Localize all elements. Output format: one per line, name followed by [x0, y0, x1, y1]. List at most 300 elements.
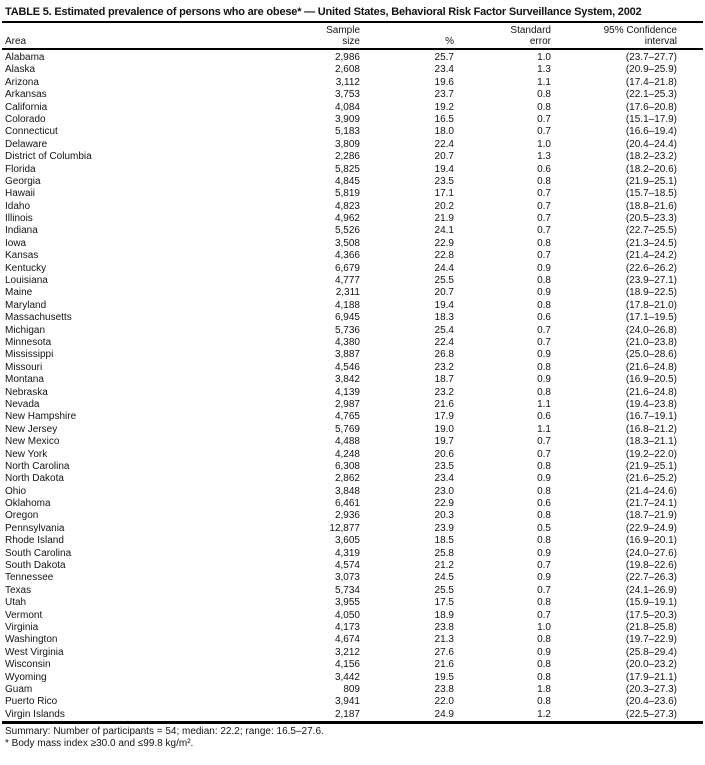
cell-se: 1.3 — [537, 64, 551, 76]
cell-area: Florida — [5, 163, 36, 175]
table-row — [0, 473, 705, 485]
cell-se: 0.8 — [537, 361, 551, 373]
table-row — [0, 399, 705, 411]
cell-area: Nevada — [5, 398, 40, 410]
cell-area: Missouri — [5, 361, 43, 373]
cell-se: 0.7 — [537, 609, 551, 621]
cell-pct: 24.1 — [434, 225, 454, 237]
cell-area: District of Columbia — [5, 151, 92, 163]
cell-area: North Carolina — [5, 460, 70, 472]
cell-area: Maine — [5, 287, 33, 299]
cell-area: Indiana — [5, 225, 38, 237]
cell-se: 0.8 — [537, 460, 551, 472]
cell-se: 0.8 — [537, 386, 551, 398]
cell-se: 0.8 — [537, 659, 551, 671]
cell-ci: (18.9–22.5) — [625, 287, 677, 299]
cell-ci: (18.2–20.6) — [625, 163, 677, 175]
cell-se: 0.7 — [537, 126, 551, 138]
cell-pct: 17.1 — [434, 188, 454, 200]
table-body — [0, 50, 705, 721]
cell-sample: 2,987 — [334, 398, 360, 410]
cell-area: South Carolina — [5, 547, 72, 559]
table-row — [0, 510, 705, 522]
table-row — [0, 139, 705, 151]
cell-se: 0.8 — [537, 535, 551, 547]
cell-area: Virginia — [5, 621, 39, 633]
cell-pct: 22.9 — [434, 498, 454, 510]
table-row — [0, 225, 705, 237]
table-row — [0, 164, 705, 176]
cell-pct: 18.0 — [434, 126, 454, 138]
cell-pct: 18.7 — [434, 374, 454, 386]
table-row — [0, 213, 705, 225]
cell-sample: 4,156 — [334, 659, 360, 671]
cell-area: Alaska — [5, 64, 36, 76]
cell-sample: 3,753 — [334, 89, 360, 101]
cell-pct: 24.5 — [434, 572, 454, 584]
cell-ci: (16.6–19.4) — [625, 126, 677, 138]
cell-sample: 3,112 — [335, 76, 360, 88]
table-title: TABLE 5. Estimated prevalence of persons who are obese* — United States, Behavioral Risk Factor Surveillance System, 2002 — [5, 6, 642, 18]
column-header-sample-line2: size — [342, 36, 360, 47]
cell-ci: (21.9–25.1) — [625, 175, 677, 187]
table-row — [0, 535, 705, 547]
cell-ci: (21.3–24.5) — [625, 237, 677, 249]
cell-ci: (25.0–28.6) — [625, 349, 677, 361]
table-row — [0, 362, 705, 374]
cell-area: Ohio — [5, 485, 27, 497]
cell-area: Tennessee — [5, 572, 54, 584]
cell-pct: 21.6 — [434, 398, 454, 410]
column-header-se-line2: error — [529, 36, 551, 47]
cell-area: Oklahoma — [5, 498, 51, 510]
table-row — [0, 709, 705, 721]
cell-pct: 25.5 — [434, 584, 454, 596]
cell-sample: 5,526 — [334, 225, 360, 237]
cell-area: Maryland — [5, 299, 47, 311]
cell-ci: (17.6–20.8) — [625, 101, 677, 113]
cell-pct: 23.0 — [434, 485, 454, 497]
cell-pct: 19.0 — [434, 423, 454, 435]
table-row — [0, 77, 705, 89]
table-row — [0, 672, 705, 684]
cell-ci: (15.9–19.1) — [625, 597, 677, 609]
cell-ci: (18.8–21.6) — [625, 200, 677, 212]
cell-ci: (21.6–25.2) — [625, 473, 677, 485]
cell-sample: 3,809 — [334, 138, 360, 150]
cell-ci: (23.7–27.7) — [625, 52, 677, 63]
cell-sample: 6,679 — [334, 262, 360, 274]
cell-se: 0.9 — [537, 572, 551, 584]
cell-area: Kansas — [5, 250, 39, 262]
table-row — [0, 114, 705, 126]
cell-area: Colorado — [5, 113, 46, 125]
cell-pct: 22.8 — [434, 250, 454, 262]
cell-se: 1.1 — [537, 76, 551, 88]
cell-se: 0.7 — [537, 250, 551, 262]
cell-se: 1.0 — [537, 621, 551, 633]
cell-area: Alabama — [5, 52, 45, 63]
cell-sample: 6,308 — [334, 460, 360, 472]
table-row — [0, 411, 705, 423]
cell-pct: 23.5 — [434, 175, 454, 187]
cell-se: 0.8 — [537, 89, 551, 101]
cell-area: Montana — [5, 374, 44, 386]
cell-area: Pennsylvania — [5, 522, 65, 534]
cell-se: 0.8 — [537, 485, 551, 497]
cell-pct: 21.9 — [434, 213, 454, 225]
cell-area: Louisiana — [5, 275, 48, 287]
cell-sample: 3,605 — [334, 535, 360, 547]
table-row — [0, 238, 705, 250]
cell-sample: 5,734 — [334, 584, 360, 596]
cell-se: 0.5 — [537, 522, 551, 534]
footnote-text: * Body mass index ≥30.0 and ≤99.8 kg/m². — [5, 738, 194, 750]
cell-area: Arkansas — [5, 89, 47, 101]
column-header-percent: % — [445, 36, 454, 47]
cell-ci: (23.9–27.1) — [625, 275, 677, 287]
cell-se: 0.7 — [537, 188, 551, 200]
cell-pct: 22.9 — [434, 237, 454, 249]
cell-sample: 4,962 — [334, 213, 360, 225]
cell-sample: 3,909 — [334, 113, 360, 125]
table-row — [0, 424, 705, 436]
cell-sample: 2,862 — [334, 473, 360, 485]
cell-se: 0.7 — [537, 560, 551, 572]
cell-area: Georgia — [5, 175, 41, 187]
cell-area: Mississippi — [5, 349, 54, 361]
cell-area: Vermont — [5, 609, 43, 621]
table-row — [0, 548, 705, 560]
cell-ci: (25.8–29.4) — [625, 646, 677, 658]
cell-area: Washington — [5, 634, 58, 646]
cell-se: 0.7 — [537, 436, 551, 448]
cell-ci: (15.7–18.5) — [625, 188, 677, 200]
cell-se: 0.6 — [537, 312, 551, 324]
cell-pct: 24.4 — [434, 262, 454, 274]
table-row — [0, 201, 705, 213]
cell-se: 1.2 — [537, 708, 551, 720]
cell-se: 1.3 — [537, 151, 551, 163]
cell-area: Massachusetts — [5, 312, 72, 324]
cell-se: 1.1 — [537, 398, 551, 410]
cell-sample: 2,187 — [334, 708, 360, 720]
cell-area: Hawaii — [5, 188, 36, 200]
column-header-sample-line1: Sample — [326, 25, 360, 36]
cell-pct: 25.5 — [434, 275, 454, 287]
cell-pct: 18.3 — [434, 312, 454, 324]
cell-sample: 4,173 — [334, 621, 360, 633]
cell-ci: (20.0–23.2) — [625, 659, 677, 671]
cell-se: 0.7 — [537, 225, 551, 237]
table-row — [0, 349, 705, 361]
table-row — [0, 523, 705, 535]
cell-sample: 4,823 — [334, 200, 360, 212]
cell-sample: 4,546 — [334, 361, 360, 373]
cell-sample: 4,574 — [334, 560, 360, 572]
table-row — [0, 337, 705, 349]
cell-ci: (18.2–23.2) — [625, 151, 677, 163]
table-row — [0, 176, 705, 188]
table-row — [0, 102, 705, 114]
column-header-se-line1: Standard — [510, 25, 551, 36]
cell-ci: (22.7–26.3) — [625, 572, 677, 584]
table-row — [0, 585, 705, 597]
cell-sample: 3,073 — [334, 572, 360, 584]
cell-sample: 4,380 — [334, 336, 360, 348]
cell-pct: 21.2 — [434, 560, 454, 572]
table-row — [0, 325, 705, 337]
cell-se: 0.9 — [537, 349, 551, 361]
table-row — [0, 52, 705, 64]
cell-pct: 23.5 — [434, 460, 454, 472]
table-row — [0, 461, 705, 473]
cell-pct: 17.9 — [434, 411, 454, 423]
cell-ci: (20.5–23.3) — [625, 213, 677, 225]
cell-ci: (19.2–22.0) — [625, 448, 677, 460]
cell-area: California — [5, 101, 48, 113]
cell-sample: 5,769 — [334, 423, 360, 435]
table-row — [0, 560, 705, 572]
cell-se: 0.9 — [537, 473, 551, 485]
cell-se: 0.6 — [537, 163, 551, 175]
table-row — [0, 647, 705, 659]
cell-area: New Jersey — [5, 423, 58, 435]
cell-sample: 3,848 — [334, 485, 360, 497]
cell-area: Wisconsin — [5, 659, 51, 671]
summary-text: Summary: Number of participants = 54; median: 22.2; range: 16.5–27.6. — [5, 726, 324, 738]
cell-pct: 20.3 — [434, 510, 454, 522]
cell-area: Arizona — [5, 76, 39, 88]
cell-se: 0.7 — [537, 324, 551, 336]
cell-pct: 20.6 — [434, 448, 454, 460]
cell-se: 0.9 — [537, 646, 551, 658]
table-row — [0, 250, 705, 262]
cell-sample: 3,842 — [334, 374, 360, 386]
cell-ci: (20.9–25.9) — [625, 64, 677, 76]
cell-pct: 23.4 — [434, 64, 454, 76]
cell-sample: 12,877 — [329, 522, 360, 534]
table-row — [0, 374, 705, 386]
table-row — [0, 498, 705, 510]
cell-area: West Virginia — [5, 646, 64, 658]
column-header-confidence-interval — [551, 25, 677, 47]
cell-se: 0.8 — [537, 671, 551, 683]
cell-pct: 21.3 — [434, 634, 454, 646]
cell-ci: (21.9–25.1) — [625, 460, 677, 472]
cell-sample: 5,819 — [334, 188, 360, 200]
cell-sample: 3,442 — [334, 671, 360, 683]
cell-se: 0.8 — [537, 299, 551, 311]
cell-pct: 18.9 — [434, 609, 454, 621]
cell-sample: 2,311 — [335, 287, 360, 299]
cell-pct: 22.4 — [434, 336, 454, 348]
cell-sample: 6,945 — [334, 312, 360, 324]
table-row — [0, 387, 705, 399]
cell-area: North Dakota — [5, 473, 64, 485]
cell-area: Idaho — [5, 200, 31, 212]
cell-area: Illinois — [5, 213, 33, 225]
cell-ci: (21.4–24.6) — [625, 485, 677, 497]
cell-pct: 23.2 — [434, 386, 454, 398]
cell-ci: (17.4–21.8) — [625, 76, 677, 88]
table-row — [0, 188, 705, 200]
cell-sample: 4,139 — [334, 386, 360, 398]
table-row — [0, 659, 705, 671]
cell-sample: 4,777 — [334, 275, 360, 287]
cell-se: 0.8 — [537, 597, 551, 609]
cell-area: South Dakota — [5, 560, 66, 572]
cell-ci: (22.6–26.2) — [625, 262, 677, 274]
cell-area: Nebraska — [5, 386, 48, 398]
table-row — [0, 126, 705, 138]
cell-pct: 25.4 — [434, 324, 454, 336]
cell-ci: (19.4–23.8) — [625, 398, 677, 410]
cell-sample: 3,508 — [334, 237, 360, 249]
cell-pct: 24.9 — [434, 708, 454, 720]
cell-ci: (15.1–17.9) — [625, 113, 677, 125]
cell-pct: 19.4 — [434, 299, 454, 311]
cell-pct: 23.9 — [434, 522, 454, 534]
cell-sample: 4,319 — [334, 547, 360, 559]
cell-sample: 4,488 — [334, 436, 360, 448]
column-header-area: Area — [5, 36, 27, 47]
cell-ci: (17.1–19.5) — [625, 312, 677, 324]
cell-ci: (24.0–26.8) — [625, 324, 677, 336]
cell-area: Delaware — [5, 138, 48, 150]
cell-area: Puerto Rico — [5, 696, 58, 708]
cell-ci: (20.3–27.3) — [625, 683, 677, 695]
cell-sample: 3,887 — [334, 349, 360, 361]
cell-sample: 4,050 — [334, 609, 360, 621]
cell-ci: (22.9–24.9) — [625, 522, 677, 534]
cell-pct: 22.4 — [434, 138, 454, 150]
cell-se: 0.7 — [537, 200, 551, 212]
cell-pct: 23.2 — [434, 361, 454, 373]
table-row — [0, 64, 705, 76]
cell-sample: 3,212 — [334, 646, 360, 658]
cell-se: 1.0 — [537, 138, 551, 150]
cell-area: New Mexico — [5, 436, 60, 448]
cell-pct: 26.8 — [434, 349, 454, 361]
table-row — [0, 634, 705, 646]
column-header-ci-line2: interval — [644, 36, 677, 47]
cell-ci: (22.7–25.5) — [625, 225, 677, 237]
cell-se: 1.8 — [537, 683, 551, 695]
cell-area: Iowa — [5, 237, 27, 249]
table-row — [0, 597, 705, 609]
column-header-ci-line1: 95% Confidence — [603, 25, 677, 36]
column-header-sample-size — [294, 25, 360, 47]
cell-ci: (21.4–24.2) — [625, 250, 677, 262]
cell-pct: 25.8 — [434, 547, 454, 559]
cell-se: 0.8 — [537, 696, 551, 708]
table-row — [0, 622, 705, 634]
cell-se: 0.8 — [537, 175, 551, 187]
table-row — [0, 684, 705, 696]
cell-pct: 23.8 — [434, 683, 454, 695]
cell-ci: (17.9–21.1) — [625, 671, 677, 683]
cell-ci: (19.7–22.9) — [625, 634, 677, 646]
cell-se: 0.8 — [537, 275, 551, 287]
table-row — [0, 610, 705, 622]
cell-se: 0.7 — [537, 584, 551, 596]
cell-area: Texas — [5, 584, 32, 596]
cell-sample: 4,845 — [334, 175, 360, 187]
cell-ci: (18.3–21.1) — [625, 436, 677, 448]
cell-ci: (21.7–24.1) — [625, 498, 677, 510]
cell-se: 0.9 — [537, 262, 551, 274]
table-row — [0, 300, 705, 312]
cell-sample: 6,461 — [334, 498, 360, 510]
cell-se: 0.8 — [537, 510, 551, 522]
cell-pct: 23.8 — [434, 621, 454, 633]
cell-ci: (16.9–20.1) — [625, 535, 677, 547]
cell-pct: 23.7 — [434, 89, 454, 101]
cell-ci: (20.4–23.6) — [625, 696, 677, 708]
table-row — [0, 436, 705, 448]
cell-se: 1.0 — [537, 52, 551, 63]
cell-area: Minnesota — [5, 336, 52, 348]
table-header-row — [0, 23, 705, 48]
cell-ci: (22.5–27.3) — [625, 708, 677, 720]
cell-sample: 809 — [343, 683, 360, 695]
cell-sample: 5,736 — [334, 324, 360, 336]
cell-area: Kentucky — [5, 262, 47, 274]
cell-se: 0.8 — [537, 634, 551, 646]
cell-area: Connecticut — [5, 126, 58, 138]
cell-sample: 4,248 — [334, 448, 360, 460]
cell-sample: 2,608 — [334, 64, 360, 76]
cell-se: 0.8 — [537, 237, 551, 249]
cell-ci: (16.7–19.1) — [625, 411, 677, 423]
cell-ci: (16.8–21.2) — [625, 423, 677, 435]
cell-sample: 4,084 — [334, 101, 360, 113]
cell-pct: 17.5 — [434, 597, 454, 609]
cell-pct: 25.7 — [434, 52, 454, 63]
table-row — [0, 449, 705, 461]
cell-pct: 19.4 — [434, 163, 454, 175]
cell-se: 0.9 — [537, 547, 551, 559]
cell-pct: 21.6 — [434, 659, 454, 671]
cell-area: New York — [5, 448, 48, 460]
table-row — [0, 312, 705, 324]
cell-ci: (20.4–24.4) — [625, 138, 677, 150]
cell-pct: 19.6 — [434, 76, 454, 88]
cell-pct: 19.7 — [434, 436, 454, 448]
cell-ci: (18.7–21.9) — [625, 510, 677, 522]
table-row — [0, 572, 705, 584]
cell-ci: (24.0–27.6) — [625, 547, 677, 559]
cell-pct: 18.5 — [434, 535, 454, 547]
table-row — [0, 89, 705, 101]
table-row — [0, 486, 705, 498]
cell-se: 0.7 — [537, 448, 551, 460]
cell-se: 0.6 — [537, 498, 551, 510]
table-row — [0, 696, 705, 708]
cell-area: Guam — [5, 683, 33, 695]
table-row — [0, 263, 705, 275]
cell-sample: 3,941 — [334, 696, 360, 708]
cell-se: 0.7 — [537, 213, 551, 225]
cell-pct: 19.5 — [434, 671, 454, 683]
cell-ci: (21.8–25.8) — [625, 621, 677, 633]
cell-pct: 19.2 — [434, 101, 454, 113]
cell-ci: (22.1–25.3) — [625, 89, 677, 101]
cell-sample: 2,286 — [334, 151, 360, 163]
cell-area: Oregon — [5, 510, 39, 522]
cell-area: New Hampshire — [5, 411, 77, 423]
